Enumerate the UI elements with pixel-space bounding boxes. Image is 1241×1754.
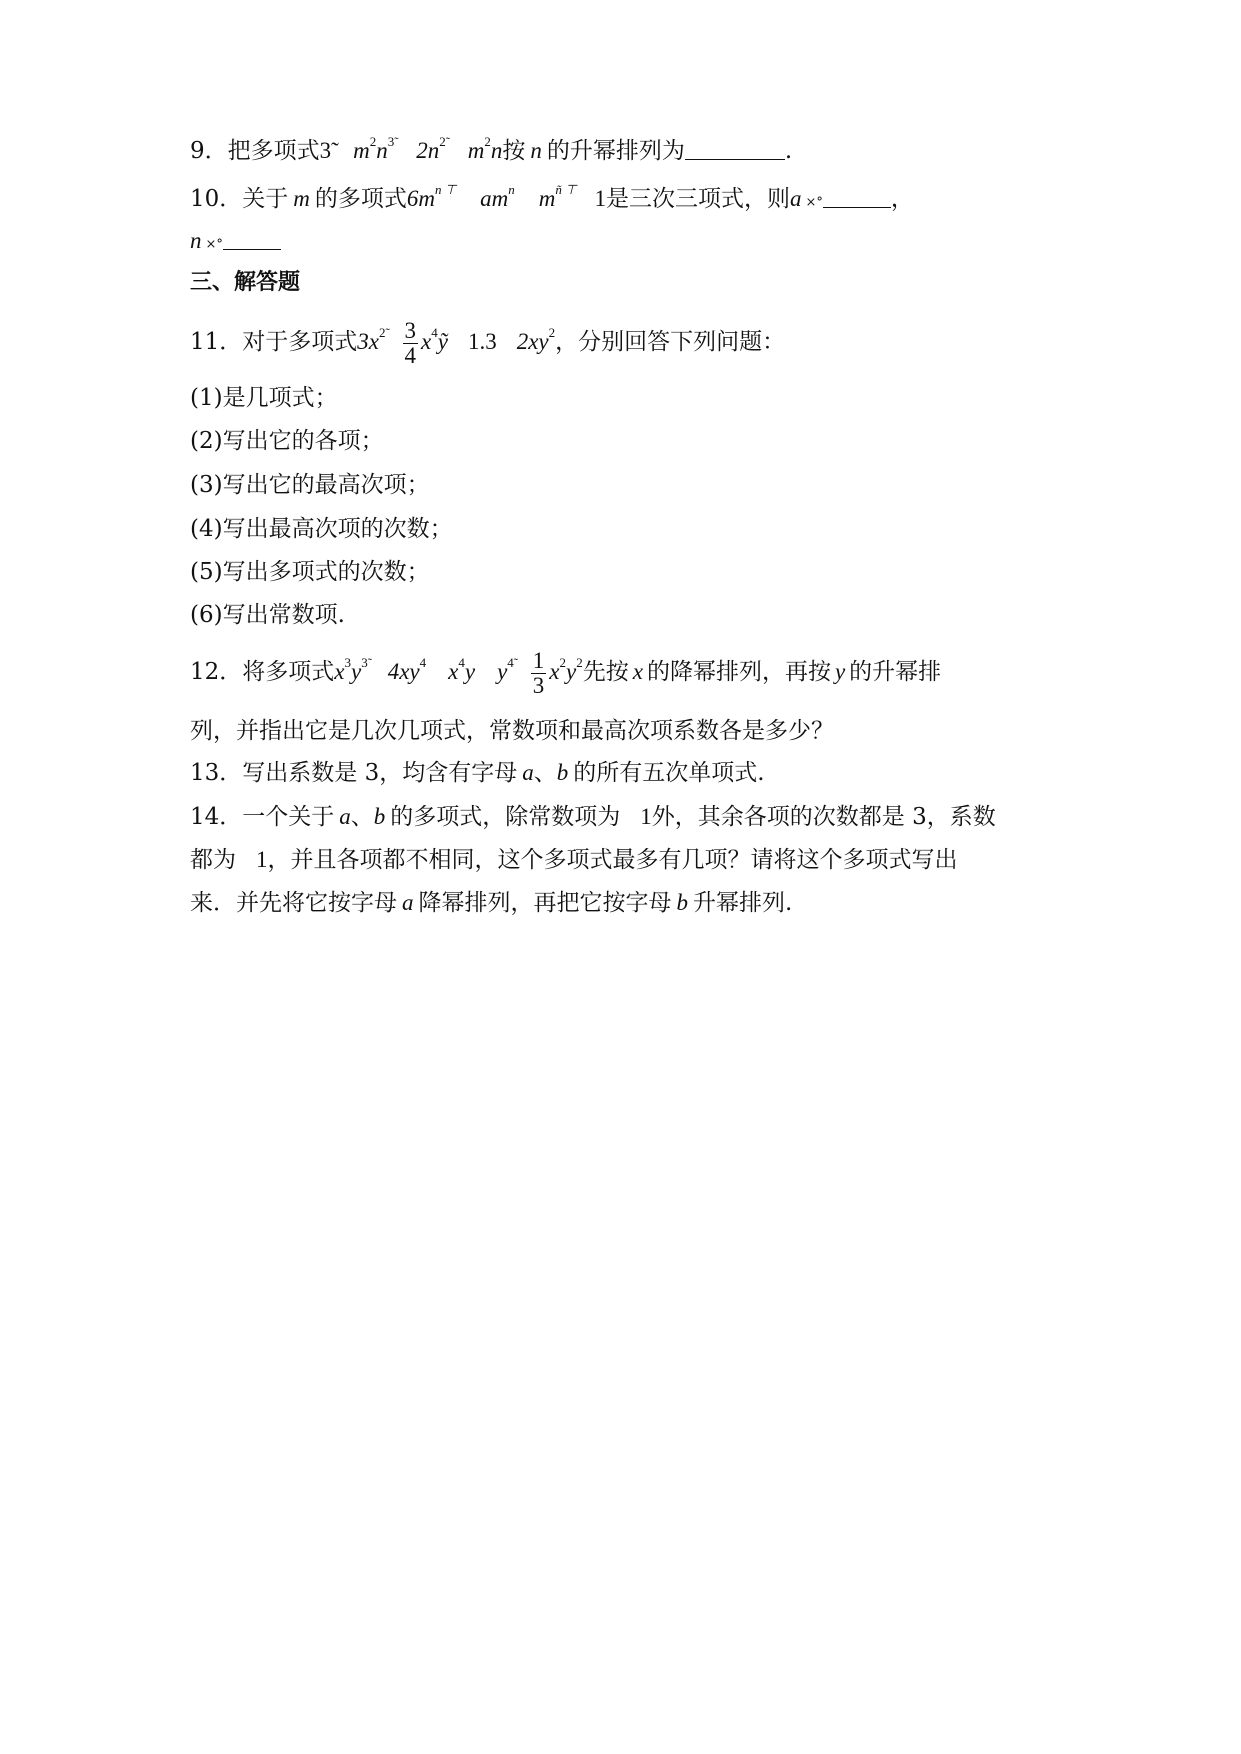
q11-term: x <box>421 329 432 354</box>
q10-term: am <box>480 186 509 211</box>
q11-part: (4)写出最高次项的次数； <box>190 516 453 542</box>
q9-exp: 3̃ <box>387 134 395 150</box>
question-14 <box>190 802 1070 832</box>
q11-term: 3x <box>357 329 379 354</box>
q14-number: 14． <box>190 804 243 830</box>
q11-part: (6)写出常数项. <box>190 602 345 628</box>
q14-text: 都为 <box>190 847 236 873</box>
question-11 <box>190 318 1070 366</box>
q11-term: ỹ <box>437 329 448 354</box>
question-10-line-2 <box>190 226 1070 260</box>
q12-fraction <box>531 649 547 698</box>
q10-variable: m <box>293 186 310 211</box>
q14-text: 外，其余各项的次数都是 3，系数 <box>651 804 996 830</box>
q14-variable-b: b <box>373 804 386 829</box>
q12-fraction-denominator: 3 <box>532 672 545 698</box>
q11-text: 对于多项式 <box>242 329 358 355</box>
q10-number: 10． <box>190 186 243 212</box>
q12-term: x <box>448 659 459 684</box>
q9-exp: 2̃ <box>439 134 446 150</box>
q14-variable-a: a <box>402 890 414 915</box>
q12-exp: 4̃ <box>507 655 514 671</box>
q9-term: m <box>353 138 370 163</box>
q10-term: 6m <box>406 186 436 211</box>
q14-text: 一个关于 <box>242 804 335 830</box>
q10-answer-blank-n[interactable] <box>223 227 281 250</box>
q10-exp: n <box>508 182 515 198</box>
q13-text: 写出系数是 3，均含有字母 <box>242 760 518 786</box>
q11-text: ，分别回答下列问题： <box>555 329 786 355</box>
section-heading: 三、解答题 <box>190 270 301 295</box>
q10-term: 1 <box>594 186 606 211</box>
question-10 <box>190 184 1070 218</box>
q12-text: 先按 <box>582 659 629 685</box>
q12-fraction-numerator: 1 <box>532 647 545 673</box>
q9-term: 2n <box>416 138 440 163</box>
q12-term: 4xy <box>387 659 420 684</box>
q14-coefficient-value: 1 <box>256 847 268 872</box>
q12-text: 的升幂排 <box>849 659 942 685</box>
question-14-line-3 <box>190 888 1070 918</box>
q10-term: m <box>538 186 556 211</box>
q14-separator: 、 <box>350 804 374 830</box>
question-9 <box>190 136 1070 166</box>
q12-number: 12． <box>190 659 243 685</box>
q9-term: n <box>376 138 388 163</box>
q9-period: . <box>784 138 793 164</box>
q12-term: y <box>566 659 577 684</box>
q9-answer-blank[interactable] <box>685 137 785 160</box>
q10-exp: n ⊤ <box>435 182 457 198</box>
q9-text: 把多项式 <box>227 138 320 164</box>
q9-term: m <box>467 138 485 163</box>
q10-text: 是三次三项式，则 <box>605 186 790 212</box>
q11-part: (5)写出多项式的次数； <box>190 559 430 585</box>
q12-term: y <box>351 659 362 684</box>
q9-number: 9． <box>190 138 228 164</box>
q9-exp: 2 <box>484 134 491 150</box>
question-12-line-2: 列，并指出它是几次几项式，常数项和最高次项系数各是多少？ <box>190 718 834 744</box>
q9-exp: 2 <box>369 134 377 150</box>
q10-text: 关于 <box>242 186 289 212</box>
q9-term: 3̃ <box>319 138 332 163</box>
question-14-line-2 <box>190 845 1070 875</box>
q10-equals-glyph: ×° <box>205 237 223 252</box>
q14-text: 升幂排列. <box>693 890 793 916</box>
q10-comma: ， <box>890 186 914 212</box>
q13-separator: 、 <box>533 760 557 786</box>
q12-term: y <box>464 659 476 684</box>
q10-variable-a: a <box>789 186 802 211</box>
q11-exp: 4 <box>431 325 438 341</box>
q9-text: 的升幂排列为 <box>546 138 685 164</box>
q12-exp: 2 <box>559 655 567 671</box>
q10-variable-n: n <box>190 228 202 253</box>
q12-term: x <box>549 659 560 684</box>
question-13 <box>190 758 1070 788</box>
q13-variable-a: a <box>522 760 534 785</box>
q14-text: 的多项式，除常数项为 <box>390 804 621 830</box>
q11-term: 2xy <box>516 329 549 354</box>
q12-exp: 2 <box>576 655 583 671</box>
q11-fraction-denominator: 4 <box>404 342 416 368</box>
q9-text: 按 <box>502 138 526 164</box>
q9-term: n <box>490 138 503 163</box>
q11-exp: 2 <box>548 325 556 341</box>
q11-number: 11． <box>190 329 243 355</box>
q14-text: 来．并先将它按字母 <box>190 890 397 916</box>
q14-variable-a: a <box>339 804 351 829</box>
q12-variable-y: y <box>834 659 846 684</box>
q11-part: (2)写出它的各项； <box>190 428 384 454</box>
q11-part: (1)是几项式； <box>190 385 338 411</box>
q12-exp: 3 <box>344 655 351 671</box>
q14-text: ，并且各项都不相同，这个多项式最多有几项？请将这个多项式写出 <box>267 847 958 873</box>
q11-fraction-numerator: 3 <box>404 317 416 343</box>
q12-term: y <box>497 659 508 684</box>
q13-number: 13． <box>190 760 243 786</box>
q12-term: x <box>334 659 345 684</box>
q11-fraction <box>403 319 419 368</box>
question-12 <box>190 646 1070 698</box>
q9-variable: n <box>530 138 542 163</box>
q12-text: 将多项式 <box>242 659 335 685</box>
q10-equals-glyph: ×° <box>805 195 823 210</box>
q12-text: 的降幂排列，再按 <box>646 659 831 685</box>
q11-part: (3)写出它的最高次项； <box>190 472 430 498</box>
q13-variable-b: b <box>556 760 569 785</box>
q11-term: 1.3 <box>467 329 497 354</box>
q14-constant-value: 1 <box>640 804 652 829</box>
q13-text: 的所有五次单项式. <box>573 760 765 786</box>
q10-exp: ñ ⊤ <box>555 182 577 198</box>
q10-text: 的多项式 <box>314 186 407 212</box>
q12-exp: 3̃ <box>361 655 368 671</box>
q12-exp: 4 <box>458 655 465 671</box>
q14-text: 降幂排列，再把它按字母 <box>418 890 672 916</box>
q10-answer-blank-a[interactable] <box>823 185 891 208</box>
q14-variable-b: b <box>676 890 688 915</box>
q12-exp: 4 <box>419 655 427 671</box>
q12-variable-x: x <box>632 659 643 684</box>
q11-exp: 2̃ <box>379 325 386 341</box>
